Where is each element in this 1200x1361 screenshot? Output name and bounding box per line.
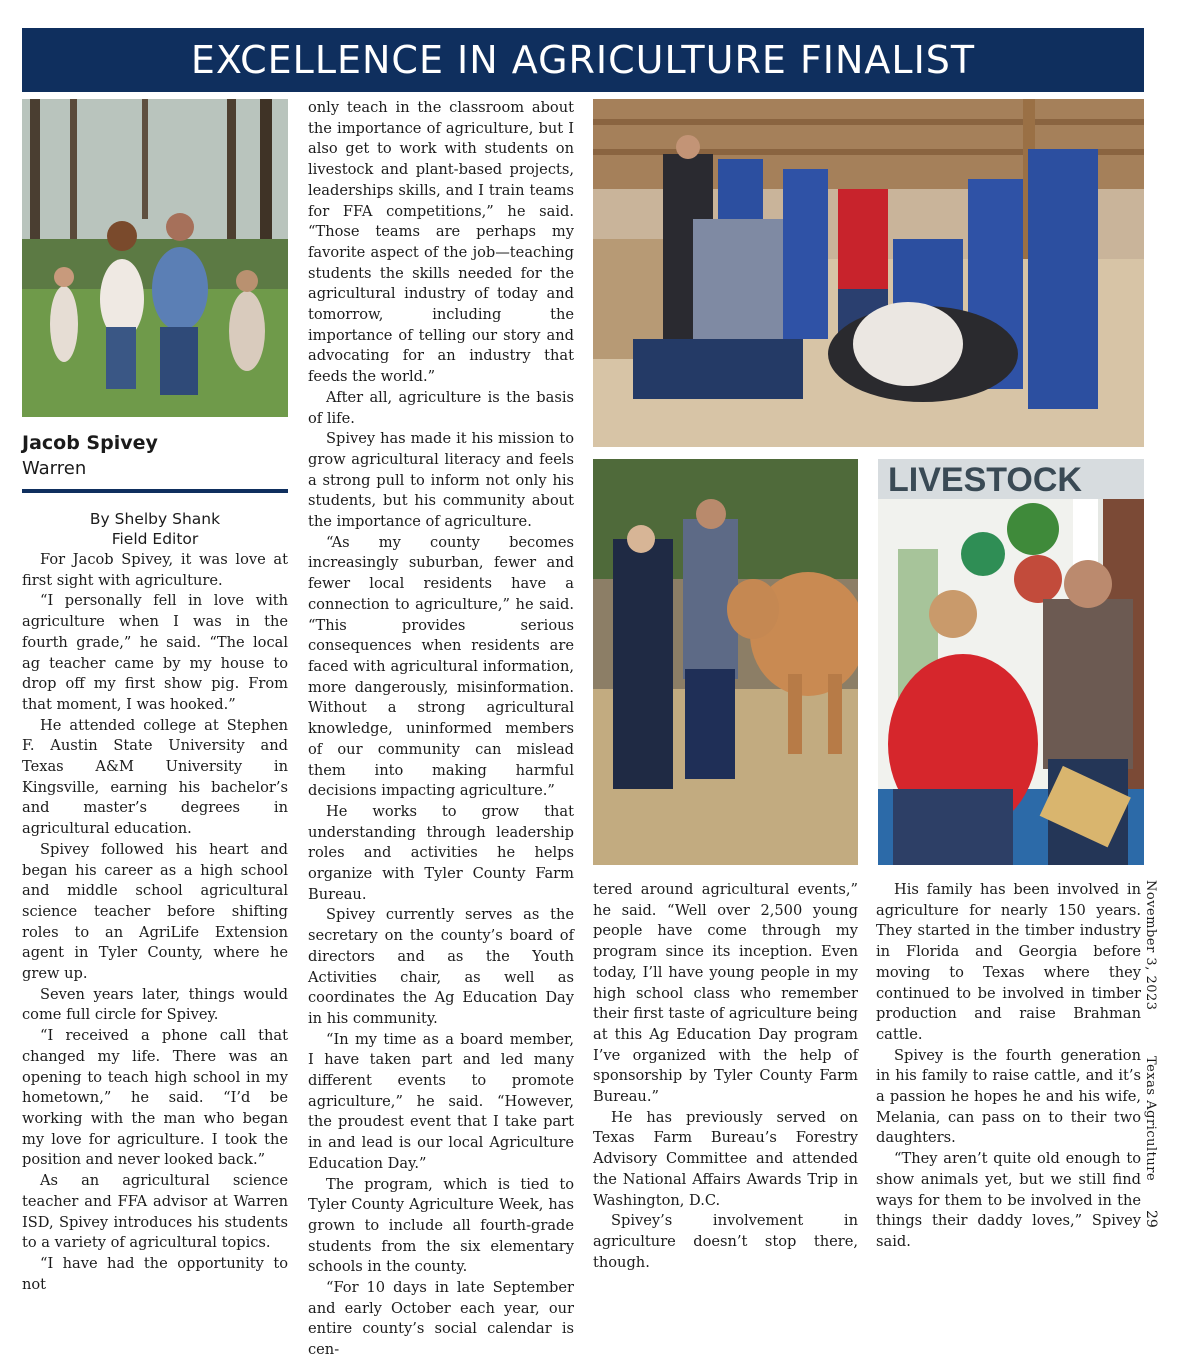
issue-date: November 3, 2023 [1143,880,1158,1011]
section-banner [22,28,1144,92]
paragraph-continued: tered around agricultural events,” he said. “Well over 2,500 young people have come through my program since its inception. Even today, I’ll have young people in my high school class who remember their first taste of agriculture being at this Ag Education Day program I’ve organized with the help of sponsorship by Tyler County Farm Bureau.” [593,881,858,1106]
publication-name: Texas Agriculture [1143,1056,1158,1182]
livestock-sign-text: LIVESTOCK [888,461,1082,499]
page-number: 29 [1143,1210,1159,1228]
paragraph: Seven years later, things would come full circle for Spivey. [22,985,288,1024]
paragraph: As an agricultural science teacher and FFA advisor at Warren ISD, Spivey introduces his students to a variety of agricultural topics. [22,1172,288,1252]
byline [22,509,288,549]
paragraph: The program, which is tied to Tyler County Agriculture Week, has grown to include all fourth-grade students from the six elementary schools in the county. [308,1175,574,1276]
paragraph: His family has been involved in agriculture for nearly 150 years. They started in the timber industry in Florida and Georgia before moving to Texas where they continued to be involved in timber production and raise Brahman cattle. [876,881,1141,1043]
article-column-1 [22,550,288,1295]
profile-town: Warren [22,458,87,479]
pig-group-photo [593,99,1144,447]
paragraph: “They aren’t quite old enough to show animals yet, but we still find ways for them to be involved in the things their daddy loves,” Spivey said. [876,1150,1141,1250]
paragraph: He works to grow that understanding through leadership roles and activities he helps organize with Tyler County Farm Bureau. [308,802,574,903]
profile-name: Jacob Spivey [22,432,158,454]
paragraph: Spivey’s involvement in agriculture doesn’t stop there, though. [593,1212,858,1271]
paragraph: “For 10 days in late September and early October each year, our entire county’s social calendar is cen- [308,1279,574,1359]
paragraph: Spivey is the fourth generation in his family to raise cattle, and it’s a passion he hopes he and his wife, Melania, can pass on to their two daughters. [876,1046,1141,1147]
paragraph: Spivey has made it his mission to grow agricultural literacy and feels a strong pull to inform not only his students, but his community about the importance of agriculture. [308,430,574,531]
paragraph: “In my time as a board member, I have taken part and led many different events to promote agriculture,” he said. “However, the proudest event that I take part in and lead is our local Agriculture Education Day.” [308,1030,574,1172]
paragraph-continued: only teach in the classroom about the importance of agriculture, but I also get to work with students on livestock and plant-based projects, leaderships skills, and I train teams for FFA competitions,” he said. “Those teams are perhaps my favorite aspect of the job—teaching students the skills needed for the agricultural industry of today and tomorrow, including the importance of telling our story and advocating for an industry that feeds the world.” [308,99,574,386]
byline-author: By Shelby Shank [89,510,221,528]
article-column-2 [308,98,574,1361]
paragraph: “I have had the opportunity to not [22,1254,288,1293]
family-photo [22,99,288,417]
paragraph: For Jacob Spivey, it was love at first sight with agriculture. [22,551,288,589]
article-column-3 [593,880,858,1273]
byline-role: Field Editor [111,530,199,548]
paragraph: “I personally fell in love with agriculture when I was in the fourth grade,” he said. “The local ag teacher came by my house to drop off my first show pig. From that moment, I was hooked.” [22,592,288,713]
paragraph: “I received a phone call that changed my life. There was an opening to teach high school in my hometown,” he said. “I’d be working with the man who began my love for agriculture. I took the position and never looked back.” [22,1027,288,1169]
article-column-4 [876,880,1141,1253]
calf-photo [593,459,858,865]
banner-title: EXCELLENCE IN AGRICULTURE FINALIST [190,38,976,82]
paragraph: “As my county becomes increasingly suburban, fewer and fewer local residents have a connection to agriculture,” he said. “This provides serious consequences when residents are faced with agricultural information, more dangerously, misinformation. Without a strong agricultural knowledge, uninformed members of our community can mislead them into making harmful decisions impacting agriculture.” [308,533,574,800]
paragraph: Spivey followed his heart and began his career as a high school and middle school agricultural science teacher before shifting roles to an AgriLife Extension agent in Tyler County, where he grew up. [22,840,288,983]
profile-block [22,432,288,479]
profile-divider [22,489,288,493]
paragraph: He has previously served on Texas Farm Bureau’s Forestry Advisory Committee and attended the National Affairs Awards Trip in Washington, D.C. [593,1108,858,1209]
paragraph: Spivey currently serves as the secretary on the county’s board of directors and as the Youth Activities chair, as well as coordinates the Ag Education Day in his community. [308,906,574,1027]
paragraph: He attended college at Stephen F. Austin State University and Texas A&M University in Kingsville, earning his bachelor’s and master’s degrees in agricultural education. [22,716,288,838]
paragraph: After all, agriculture is the basis of life. [308,388,574,427]
livestock-exhibit-photo [878,459,1144,865]
